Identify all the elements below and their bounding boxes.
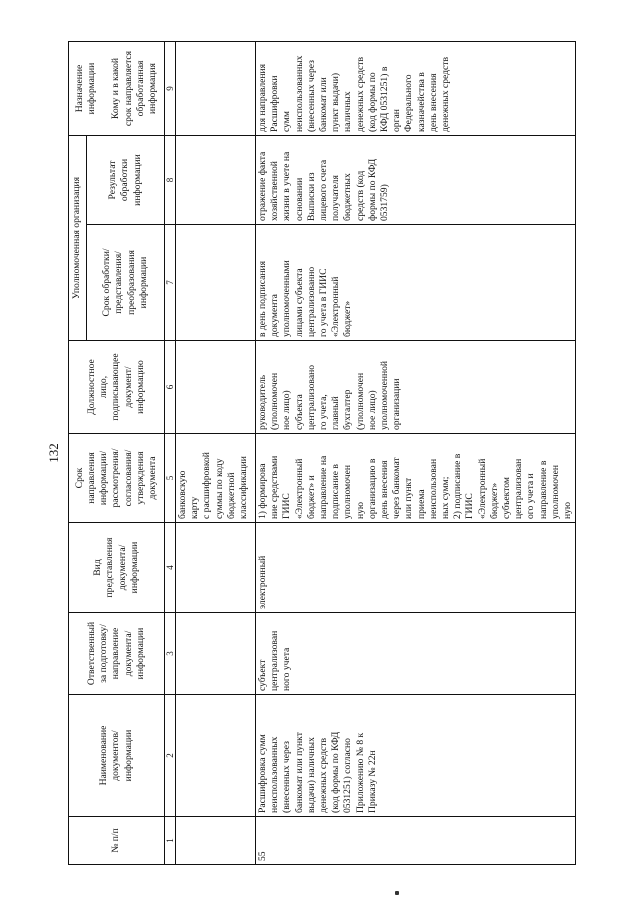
column-number: 5 <box>165 434 176 523</box>
header-processing-result: Результат обработки информации <box>87 136 165 225</box>
column-number: 3 <box>165 613 176 695</box>
header-purpose: Назначение информации Кому и в какой срок направляется обработанная информация <box>69 42 165 136</box>
column-number: 4 <box>165 523 176 613</box>
column-number: 1 <box>165 817 176 865</box>
responsible-cell: субъект централизован ного учета <box>256 613 576 695</box>
document-name-cell: Расшифровка сумм неиспользованных (внесенных через банкомат или пункт выдачи) наличных денежных средств (код формы по КФД 0531251) согласно Приложению № 8 к Приказу № 22н <box>256 695 576 817</box>
column-number: 7 <box>165 225 176 341</box>
scan-mark <box>395 891 399 895</box>
presentation-type-cell: электронный <box>256 523 576 613</box>
header-authorized-organization: Уполномоченная организация <box>69 136 87 341</box>
table-row <box>256 42 576 865</box>
column-number: 6 <box>165 341 176 434</box>
header-processing-term: Срок обработки/ представления/ преобразования информации <box>87 225 165 341</box>
row-number: 55 <box>256 817 576 865</box>
column-number: 9 <box>165 42 176 136</box>
header-signing-official: Должностное лицо, подписывающее документ/ информацию <box>69 341 165 434</box>
column-numbers-row <box>165 42 176 865</box>
deadline-cell: 1) формирова ние средствами ГИИС «Электронный бюджет» и направление на подписание в уполномочен ную организацию в день внесения через банкомат или пункт приема неиспользован ных сумм; 2) подписание в ГИИС «Электронный бюджет» субъектом централизован ого учета и направление в уполномочен ную <box>256 434 576 523</box>
header-number: № п/п <box>69 817 165 865</box>
purpose-cell: для направления Расшифровки сумм неиспользованных (внесенных через банкомат или пункт выдачи) наличных денежных средств (код формы по КФД 0531251) в орган Федерального казначейства в день внесения денежных средств <box>256 42 576 136</box>
continuation-cell: банковскую карту с расшифровкой суммы по коду бюджетной классификации <box>176 434 256 523</box>
header-document-name: Наименование документов/ информации <box>69 695 165 817</box>
continuation-row <box>176 42 256 865</box>
header-presentation-type: Вид представления документа/ информации <box>69 523 165 613</box>
signing-official-cell: руководитель (уполномочен ное лицо) субъекта централизовано го учета, главный бухгалтер (уполномочен ное лицо) уполномоченной организации <box>256 341 576 434</box>
page-number: 132 <box>46 443 61 463</box>
column-number: 8 <box>165 136 176 225</box>
processing-term-cell: в день подписания документа уполномоченными лицами субъекта централизованно го учета в ГИИС «Электронный бюджет» <box>256 225 576 341</box>
header-responsible: Ответственный за подготовку/ направление документа/ информации <box>69 613 165 695</box>
column-number: 2 <box>165 695 176 817</box>
rotated-table-container <box>68 42 614 865</box>
processing-result-cell: отражение факта хозяйственной жизни в учете на основании Выписки из лицевого счета получателя бюджетных средств (код формы по КФД 0531759) <box>256 136 576 225</box>
header-deadline: Срок направления информации/ рассмотрения/ согласования/ утверждения документа <box>69 434 165 523</box>
document-table <box>68 41 576 865</box>
